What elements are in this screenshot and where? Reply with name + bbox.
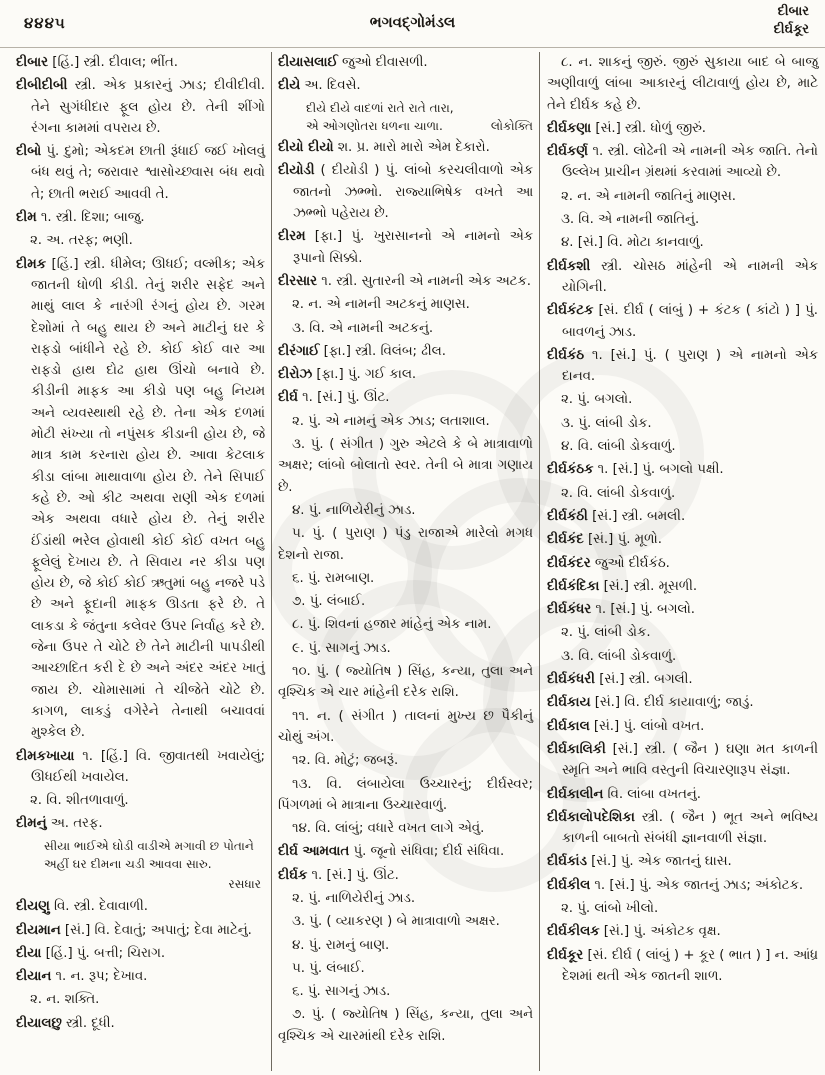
headword: દીર્ઘકંધરી (547, 672, 595, 688)
dictionary-entry: ૪. [સં.] વિ. મોટા કાનવાળું. (561, 235, 704, 251)
dictionary-entry: દીમક [હિં.] સ્ત્રી. ધીમેલ; ઊધઈ; વલ્મીક; એક જાતની ધોળી કીડી. તેનું શરીર સફેદ અને માથું લાલ કે નારંગી રંગનું હોય છે. ગરમ દેશોમાં તે બહુ થાય છે અને માટીનું ઘર કે રાફડો બાંધીને રહે છે. કોઈ કોઈ વાર આ રાફડો હાથ દોઢ હાથ ઊંચો બનાવે છે. કીડીની માફક આ કીડો પણ બહુ નિયમ અને વ્યવસ્થાથી રહે છે. તેના એક દળમાં મોટી સંખ્યા તો નપુંસક કીડાની હોય છે, જે માત્ર કામ કરનારા હોય છે. આવા કેટલાક કીડા લાંબા માથાવાળા હોય છે. તેને સિપાઈ કહે છે. ઓ કીટ અથવા રાણી એક દળમાં એક અથવા વધારે હોય છે. તેનું શરીર ઈંડાંથી ભરેલ હોવાથી કોઈ કોઈ વખત બહુ ફૂલેલું દેખાય છે. તે સિવાય નર કીડા પણ હોય છે, જે કોઈ કોઈ ઋતુમાં બહુ નજરે પડે છે અને ફૂદાની માફક ઊડતા ફરે છે. તે લાકડા કે જંતુના કલેવર ઉપર નિર્વાહ કરે છે. જેના ઉપર તે ચોટે છે તેને માટીની પાપડીથી આચ્છાદિત કરી દે છે અને અંદર અંદર ખાતું જાય છે. ચોમાસામાં તે ચીજેતે ચોટે છે. કાગળ, લાકડું વગેરેને તેનાથી બચાવવાં મુશ્કેલ છે. (16, 256, 265, 741)
dictionary-entry: દીર્ઘકંદર જુઓ દીર્ઘકંઠ. (547, 555, 670, 571)
headword: દીયોડી (278, 163, 315, 179)
column-2 (271, 52, 539, 1071)
headword: દીર્ઘકંધર (547, 602, 592, 618)
page-header (0, 0, 825, 48)
dictionary-entry: દીર્ઘકાલ [સં.] પું. લાંબો વખત. (547, 718, 705, 734)
headword: દીર્ઘકંઠક (547, 462, 594, 478)
dictionary-entry: ૬. પું. રામબાણ. (292, 570, 375, 586)
headword: દીયાન (16, 969, 52, 985)
dictionary-entry: ૩. પું. ( વ્યાકરણ ) બે માત્રાવાળો અક્ષર. (292, 914, 500, 930)
dictionary-entry: દીયાસલાઈ જુઓ દીવાસળી. (278, 55, 428, 70)
dictionary-entry: ૧૪. વિ. લાંબું; વધારે વખત લાગે એવું. (292, 821, 485, 837)
dictionary-entry: દીર્ઘકાય [સં.] વિ. દીર્ઘ કાયાવાળું; જાડું. (547, 695, 754, 711)
dictionary-entry: દીરંગાઈ [ફા.] સ્ત્રી. વિલંબ; ઢીલ. (278, 343, 446, 359)
dictionary-entry: દીરસાર ૧. સ્ત્રી. સુતારની એ નામની એક અટક. (278, 273, 531, 289)
guide-words (774, 3, 809, 39)
dictionary-entry: દીયા [હિં.] પું. બત્તી; ચિરાગ. (16, 945, 166, 961)
dictionary-entry: દીબો પું. દુમો; એકદમ છાતી રૂંધાઈ જઈ ખોલવું બંધ થવું તે; જરાવાર શ્વાસોચ્છ્વાસ બંધ થવો તે; છાતી ભરાઈ આવવી તે. (16, 144, 265, 202)
headword: દીબાર (16, 55, 49, 70)
dictionary-entry: દીમકખાયા ૧. [હિં.] વિ. જીવાતથી ખવાયેલું; ઊધઈથી ખવાયેલ. (16, 748, 265, 785)
dictionary-entry: દીર્ઘકંધર ૧. [સં.] પું. બગલો. (547, 602, 696, 618)
dictionary-entry: ૨. પું. બગલો. (561, 392, 633, 408)
dictionary-entry: ૨. ન. એ નામની અટકનું માણસ. (292, 297, 470, 313)
headword: દીર્ઘકણા (547, 120, 592, 136)
headword: દીયણુ (16, 899, 50, 915)
dictionary-entry: દીર્ઘક ૧. [સં.] પું. ઊંટ. (278, 867, 399, 883)
dictionary-entry: ૬. પું. સાગનું ઝાડ. (292, 984, 391, 1000)
guide-word-first: દીબાર (777, 4, 809, 19)
dictionary-entry: ૪. વિ. લાંબી ડોકવાળું. (561, 439, 676, 455)
dictionary-entry: ૧૦. પું. ( જ્યોતિષ ) સિંહ, કન્યા, તુલા અને વૃશ્ચિક એ ચાર માંહેની દરેક રાશિ. (278, 664, 533, 701)
dictionary-entry: દીર્ઘ ૧. [સં.] પું. ઊંટ. (278, 390, 390, 406)
headword: દીરસાર (278, 273, 318, 289)
headword: દીર્ઘકાંડ (547, 854, 587, 870)
dictionary-entry: ૩. વિ. એ નામની જાતિનું. (561, 212, 700, 228)
dictionary-entry: ૮. ન. શાકનું જીરું. જીરું સુકાયા બાદ બે બાજુ અણીવાળું લાંબા આકારનું લીટાવાળું હોય છે, માટે તેને દીર્ઘક કહે છે. (547, 55, 818, 113)
text-columns (16, 52, 822, 1071)
dictionary-entry: ૩. વિ. લાંબી ડોકવાળું. (561, 648, 677, 664)
dictionary-entry: દીયે અ. દિવસે. (278, 78, 361, 94)
dictionary-entry: દીર્ઘકંઠ ૧. [સં.] પું. ( પુરાણ ) એ નામનો એક દાનવ. (547, 347, 818, 385)
dictionary-entry: ૫. પું. લંબાઈ. (292, 960, 365, 976)
dictionary-entry: ૭. પું. લંબાઈ. (292, 594, 366, 610)
dictionary-entry: ૩. પું. લાંબી ડોક. (561, 415, 652, 431)
headword: દીયો દીયો (278, 140, 334, 156)
dictionary-entry: દીમ ૧. સ્ત્રી. દિશા; બાજુ. (16, 210, 145, 226)
headword: દીર્ઘકંઠ (547, 347, 585, 363)
dictionary-entry: દીર્ઘકંદિકા [સં.] સ્ત્રી. મૂસળી. (547, 578, 698, 594)
dictionary-entry: ૮. પું. શિવનાં હજાર માંહેનું એક નામ. (292, 617, 492, 633)
dictionary-entry: ૪. પું. રામનું બાણ. (292, 937, 390, 953)
headword: દીર્ઘ (278, 390, 298, 406)
dictionary-entry: દીયાલછુ સ્ત્રી. દૂધી. (16, 1015, 115, 1031)
headword: દીયે (278, 78, 301, 94)
dictionary-entry: દીર્ઘ આમવાત પું. જૂનો સંધિવા; દીર્ઘ સંધિવા. (278, 844, 505, 860)
dictionary-entry: ૨. અ. તરફ; ભણી. (30, 233, 133, 249)
dictionary-entry: ૧૧. ન. ( સંગીત ) તાલનાં મુખ્ય છ પૈકીનું ચોથું અંગ. (278, 708, 533, 745)
quote-attribution: લોકોક્તિ (490, 119, 533, 134)
headword: દીર્ઘકાલીન (547, 786, 604, 802)
dictionary-entry: ૨. પું. નાળિયેરીનું ઝાડ. (292, 890, 416, 906)
dictionary-entry: ૨. ન. એ નામની જાતિનું માણસ. (561, 188, 736, 204)
headword: દીયાસલાઈ (278, 55, 338, 70)
dictionary-entry: દીમનું અ. તરફ. (16, 816, 103, 832)
headword: દીર્ઘકીલક (547, 924, 600, 940)
headword: દીર્ઘ આમવાત (278, 844, 350, 860)
headword: દીરમ (278, 229, 306, 245)
quote-attribution: રસધાર (228, 877, 261, 892)
dictionary-entry: ૨. પું. લાંબો ખીલો. (561, 900, 659, 916)
dictionary-entry: ૧૩. વિ. લંબાયેલા ઉચ્ચારનું; દીર્ઘસ્વર; પિંગળમાં બે માત્રાના ઉચ્ચારવાળું. (278, 776, 533, 813)
dictionary-entry: દીબાર [હિં.] સ્ત્રી. દીવાલ; ભીંત. (16, 55, 178, 70)
headword: દીબો (16, 144, 42, 160)
dictionary-entry: ૨. ન. શક્તિ. (30, 992, 100, 1008)
book-title: ભગવદ્ગોમંડલ (369, 13, 456, 31)
dictionary-entry: ૨. પું. લાંબી ડોક. (561, 625, 651, 641)
dictionary-entry: ૩. પું. ( સંગીત ) ગુરુ એટલે કે બે માત્રાવાળો અક્ષર; લાંબો બોલાતો સ્વર. તેની બે માત્રા ગણાય છે. (278, 437, 533, 495)
headword: દીયાલછુ (16, 1015, 62, 1031)
dictionary-entry: ૧૨. વિ. મોટું; જબરૂં. (292, 753, 399, 769)
dictionary-entry: ૭. પું. ( જ્યોતિષ ) સિંહ, કન્યા, તુલા અને વૃશ્ચિક એ ચારમાંથી દરેક રાશિ. (278, 1007, 533, 1044)
dictionary-entry: દીયો દીયો શ. પ્ર. મારો મારો એમ દેકારો. (278, 140, 490, 156)
dictionary-entry: દીર્ઘકંધરી [સં.] સ્ત્રી. બગલી. (547, 672, 693, 688)
headword: દીરંગાઈ (278, 343, 320, 359)
headword: દીર્ઘકાલ (547, 718, 590, 734)
dictionary-entry: ૨. વિ. શીતળાવાળું. (30, 793, 129, 809)
dictionary-entry: દીર્ઘકાલોપદેશિકા સ્ત્રી. ( જૈન ) ભૂત અને ભવિષ્ય કાળની બાબતો સંબંધી જ્ઞાનવાળી સંજ્ઞા. (547, 809, 818, 847)
headword: દીરોઝ (278, 367, 313, 383)
page-number: ૪૪૪૫ (24, 14, 66, 32)
headword: દીર્ઘકાલોપદેશિકા (547, 809, 635, 825)
dictionary-entry: દીર્ઘકાલીન વિ. લાંબા વખતનું. (547, 786, 701, 802)
dictionary-entry: ૨. પું. એ નામનું એક ઝાડ; લતાશાલ. (292, 413, 490, 429)
headword: દીર્ઘકંદ (547, 532, 584, 548)
dictionary-entry: દીબીદીબી સ્ત્રી. એક પ્રકારનું ઝાડ; દીવીદીવી. તેને સુગંધીદાર ફૂલ હોય છે. તેની શીંગો રંગના કામમાં વપરાય છે. (16, 78, 265, 136)
headword: દીર્ઘકંઠી (547, 508, 588, 524)
dictionary-entry: દીયાન ૧. ન. રૂપ; દેખાવ. (16, 969, 148, 985)
dictionary-entry: દીર્ઘકણા [સં.] સ્ત્રી. ધોળું જીરું. (547, 120, 706, 136)
headword: દીમકખાયા (16, 748, 75, 764)
dictionary-entry: ૯. પું. સાગનું ઝાડ. (292, 640, 391, 656)
dictionary-entry: દીર્ઘકંદ [સં.] પું. મૂળો. (547, 532, 662, 548)
headword: દીમનું (16, 816, 47, 832)
entry-quote: દીયે દીયે વાદળાં રાતે રાતે તારા, એ ઓગણોતરા ધળના ચાળા. લોકોક્તિ (278, 99, 533, 137)
headword: દીર્ઘકર્ણ (547, 144, 588, 160)
headword: દીર્ઘકીલ (547, 877, 591, 893)
headword: દીમ (16, 210, 37, 226)
column-3 (539, 52, 822, 1071)
headword: દીર્ઘકૂર (547, 947, 584, 963)
dictionary-entry: ૩. વિ. એ નામની અટકનું. (292, 320, 434, 336)
dictionary-entry: દીર્ઘકાલિકી [સં.] સ્ત્રી. ( જૈન ) ઘણા મત કાળની સ્મૃતિ અને ભાવિ વસ્તુની વિચારણારૂપ સંજ્ઞા. (547, 741, 818, 779)
dictionary-entry: દીર્ઘકીલ ૧. [સં.] પું. એક જાતનું ઝાડ; અંકોટક. (547, 877, 804, 893)
dictionary-entry: દીર્ઘકર્ણ ૧. સ્ત્રી. લોઢેની એ નામની એક જાતિ. તેનો ઉલ્લેખ પ્રાચીન ગ્રંથમાં કરવામાં આવ્યો છે. (547, 144, 818, 181)
dictionary-entry: દીર્ઘકંટક [સં. દીર્ઘ ( લાંબું ) + કંટક ( કાંટો ) ] પું. બાવળનું ઝાડ. (547, 303, 818, 340)
headword: દીમક (16, 256, 47, 272)
headword: દીર્ઘકશી (547, 258, 591, 274)
dictionary-entry: દીરોઝ [ફા.] પું. ગઈ કાલ. (278, 367, 417, 383)
dictionary-entry: દીર્ઘકાંડ [સં.] પું. એક જાતનું ઘાસ. (547, 854, 732, 870)
dictionary-entry: ૨. વિ. લાંબી ડોકવાળું. (561, 485, 676, 501)
headword: દીર્ઘકાય (547, 695, 591, 711)
headword: દીર્ઘકંદર (547, 555, 591, 571)
headword: દીર્ઘકંદિકા (547, 578, 600, 594)
dictionary-entry: દીર્ઘકંઠક ૧. [સં.] પું. બગલો પક્ષી. (547, 462, 724, 478)
dictionary-entry: ૪. પું. નાળિયેરીનું ઝાડ. (292, 502, 416, 518)
dictionary-entry: દીર્ઘકૂર [સં. દીર્ઘ ( લાંબું ) + કૂર ( ભાત ) ] ન. આંધ્ર દેશમાં થતી એક જાતની શાળ. (547, 947, 818, 984)
dictionary-entry: દીર્ઘકશી સ્ત્રી. ચોસઠ માંહેની એ નામની એક યોગિની. (547, 258, 818, 295)
entry-quote: સીયા ભાઈએ ઘોડી વાડીએ મગાવી છ પોતાને અહીં ઘર દીમના ચડી આવવા સારુ. (44, 838, 254, 872)
guide-word-last: દીર્ઘકૂર (773, 22, 809, 37)
headword: દીર્ઘકાલિકી (547, 741, 606, 757)
headword: દીબીદીબી (16, 78, 68, 94)
headword: દીર્ઘકંટક (547, 303, 594, 319)
headword: દીર્ઘક (278, 867, 308, 883)
dictionary-entry: દીયોડી ( દીયોડી ) પું. લાંબો કરચલીવાળો એક જાતનો ઝભ્ભો. રાજ્યાભિષેક વખતે આ ઝભ્ભો પહેરાય છે. (278, 163, 533, 222)
dictionary-entry: દીર્ઘકંઠી [સં.] સ્ત્રી. બમલી. (547, 508, 686, 524)
headword: દીયમાન (16, 922, 61, 938)
dictionary-entry: દીયણુ વિ. સ્ત્રી. દેવાવાળી. (16, 899, 148, 915)
column-1 (16, 52, 271, 1071)
dictionary-entry: દીરમ [ફા.] પું. ખુરાસાનનો એ નામનો એક રૂપાનો સિક્કો. (278, 229, 533, 266)
headword: દીયા (16, 945, 42, 961)
dictionary-entry: ૫. પું. ( પુરાણ ) પંડુ રાજાએ મારેલો મગધ દેશનો રાજા. (278, 526, 533, 563)
dictionary-entry: દીર્ઘકીલક [સં.] પું. અંકોટક વૃક્ષ. (547, 924, 721, 940)
dictionary-entry: દીયમાન [સં.] વિ. દેવાતું; અપાતું; દેવા માટેનું. (16, 922, 252, 938)
